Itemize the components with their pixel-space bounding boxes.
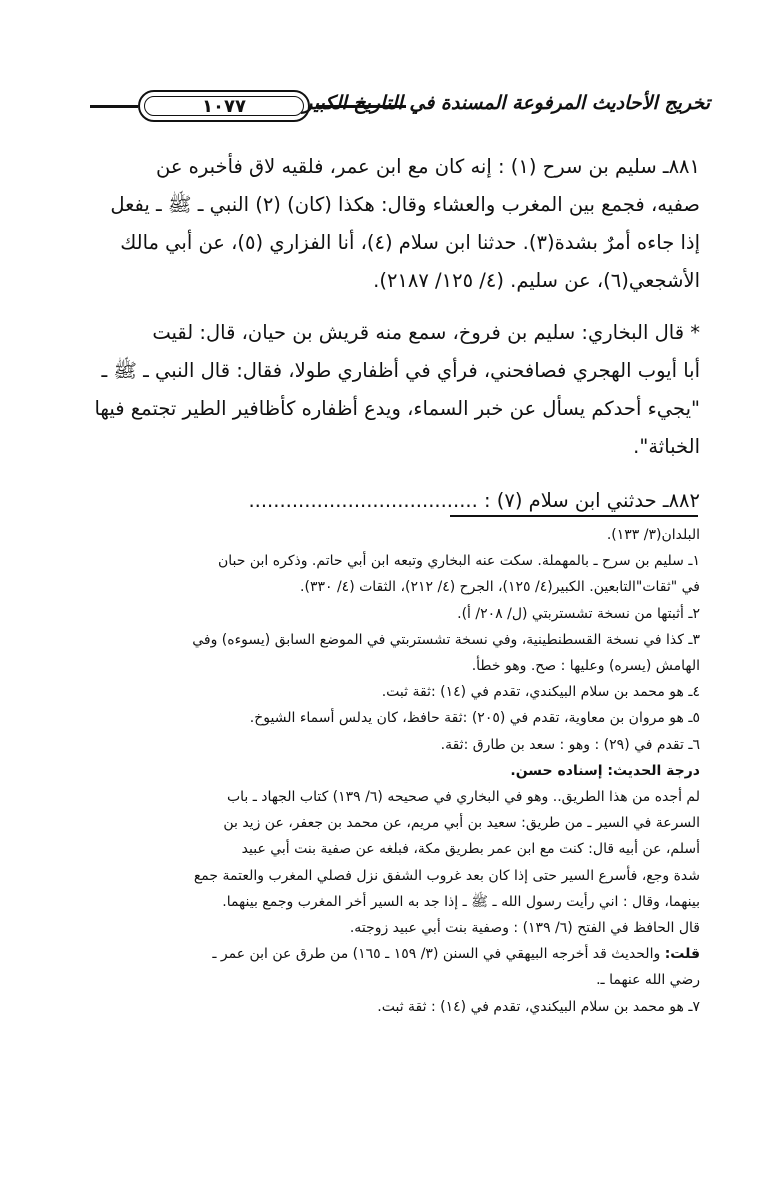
qultu-text: والحديث قد أخرجه البيهقي في السنن (٣/ ١٥٩ ـ ١٦٥) من طرق عن ابن عمر ـ: [212, 946, 665, 963]
footnote-3: ٣ـ كذا في نسخة القسطنطينية، وفي نسخة تشستربتي في الموضع السابق (يسوءه) وفي: [192, 631, 700, 648]
entry-881-line: صفيه، فجمع بين المغرب والعشاء وقال: هكذا (كان) (٢) النبي ـ ﷺ ـ يفعل: [110, 193, 700, 216]
footnote-1: ١ـ سليم بن سرح ـ بالمهملة. سكت عنه البخاري وتبعه ابن أبي حاتم. وذكره ابن حبان: [217, 553, 700, 570]
takhrij-line: بينهما، وقال : اني رأيت رسول الله ـ ﷺ ـ إذا جد به السير أخر المغرب وجمع بينهما.: [222, 893, 700, 910]
footnote-6: ٦ـ تقدم في (٢٩) : وهو : سعد بن طارق :ثقة.: [440, 736, 700, 753]
entry-882-line: ٨٨٢ـ حدثني ابن سلام (٧) : .....................................: [248, 489, 700, 512]
bukhari-note-line: الخباثة".: [633, 435, 700, 458]
takhrij-line: السرعة في السير ـ من طريق: سعيد بن أبي مريم، عن محمد بن جعفر، عن زيد بن: [223, 815, 700, 832]
footnote-7: ٧ـ هو محمد بن سلام البيكندي، تقدم في (١٤) : ثقة ثبت.: [377, 998, 700, 1015]
entry-881-line: ٨٨١ـ سليم بن سرح (١) : إنه كان مع ابن عمر، فلقيه لاق فأخبره عن: [155, 155, 700, 178]
page-number: ١٠٧٧: [202, 95, 246, 117]
footnote-1: في "ثقات"التابعين. الكبير(٤/ ١٢٥)، الجرح (٤/ ٢١٢)، الثقات (٤/ ٣٣٠).: [300, 579, 700, 596]
bukhari-note-line: "يجيء أحدكم يسأل عن خبر السماء، ويدع أظفاره كأظافير الطير تجتمع فيها: [94, 397, 700, 420]
footnotes: [94, 522, 700, 1020]
footnote-3: الهامش (يسره) وعليها : صح. وهو خطأ.: [471, 658, 700, 675]
qultu-line: رضي الله عنهما ـ.: [596, 972, 700, 989]
paragraph-gap: [94, 300, 700, 314]
takhrij-line: أسلم، عن أبيه قال: كنت مع ابن عمر بطريق مكة، فبلغه عن صفية بنت أبي عبيد: [241, 841, 700, 858]
footnote-4: ٤ـ هو محمد بن سلام البيكندي، تقدم في (١٤) :ثقة ثبت.: [381, 684, 700, 701]
header-rule-right: [316, 105, 406, 108]
entry-881-line: إذا جاءه أمرٌ بشدة(٣). حدثنا ابن سلام (٤)، أنا الفزاري (٥)، عن أبي مالك: [120, 231, 700, 254]
footnote-carryover: البلدان(٣/ ١٣٣).: [606, 527, 700, 543]
takhrij-line: شدة وجع، فأسرع السير حتى إذا كان بعد غروب الشفق نزل فصلي المغرب والعتمة جمع: [193, 867, 700, 884]
footnote-2: ٢ـ أثبتها من نسخة تشستربتي (ل/ ٢٠٨/ أ).: [457, 605, 700, 622]
qultu-label: قلت:: [664, 946, 700, 963]
entry-881-line: الأشجعي(٦)، عن سليم. (٤/ ١٢٥/ ٢١٨٧).: [373, 269, 700, 292]
bukhari-note-line: * قال البخاري: سليم بن فروخ، سمع منه قريش بن حيان، قال: لقيت: [152, 321, 700, 344]
takhrij-line: لم أجده من هذا الطريق.. وهو في البخاري في صحيحه (٦/ ١٣٩) كتاب الجهاد ـ باب: [226, 789, 700, 806]
footnote-5: ٥ـ هو مروان بن معاوية، تقدم في (٢٠٥) :ثقة حافظ، كان يدلس أسماء الشيوخ.: [249, 710, 700, 727]
hadith-grade: درجة الحديث: إسناده حسن.: [510, 762, 700, 779]
header-rule-left: [90, 105, 138, 108]
page-number-frame: [138, 90, 310, 122]
footnote-separator: [450, 515, 698, 517]
main-text: [94, 148, 700, 520]
bukhari-note-line: أبا أيوب الهجري فصافحني، فرأي في أظفاري طولا، فقال: قال النبي ـ ﷺ ـ: [101, 359, 700, 382]
running-title: تخريج الأحاديث المرفوعة المسندة في التاريخ الكبير: [303, 92, 710, 114]
takhrij-line: قال الحافظ في الفتح (٦/ ١٣٩) : وصفية بنت أبي عبيد زوجته.: [349, 920, 700, 937]
qultu-line: [94, 941, 700, 967]
page-header: [90, 88, 710, 128]
